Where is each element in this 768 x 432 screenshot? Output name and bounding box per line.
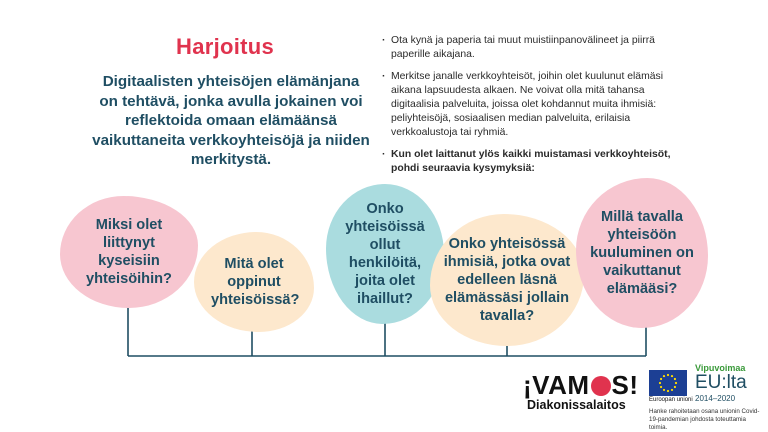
intro-text: Digitaalisten yhteisöjen elämänjana on tehtävä, jonka avulla jokainen voi reflektoida omaan elämäänsä vaikuttaneita verkkoyhteisöjä ja niiden merkitystä. [92,73,370,168]
eu-star-icon [660,386,662,388]
funding-note: Hanke rahoitetaan osana unionin Covid-19-pandemian johdosta toteuttamia toimia. [649,408,760,431]
instruction-item: · Ota kynä ja paperia tai muut muistiinpanovälineet ja piirrä paperille aikajana. [382,34,682,62]
question-bubble-2 [194,232,314,332]
eu-star-icon [671,389,673,391]
question-bubble-1 [60,196,198,308]
question-text: Millä tavalla yhteisöön kuuluminen on vaikuttanut elämääsi? [590,209,694,297]
vipuvoimaa-label: Vipuvoimaa [695,363,746,373]
eu-star-icon [663,375,665,377]
question-text: Mitä olet oppinut yhteisöissä? [211,256,300,308]
eu-flag-icon [649,370,687,396]
diakonissalaitos-logo: Diakonissalaitos [527,398,626,412]
instruction-list [382,34,682,184]
eu-star-icon [675,382,677,384]
eulta-logo: EU:lta [695,372,747,393]
question-bubble-3 [326,184,444,324]
instruction-item: · Merkitse janalle verkkoyhteisöt, joihin olet kuulunut elämäsi aikana lapsuudesta alkaen. Ne voivat olla mitä tahansa digitaalisia palveluita, joissa olet kohdannut muita ihmisiä: peliyhteisöjä, sosiaalisen median palveluita, erilaisia verkkoalustoja tai ryhmiä. [382,70,682,140]
vamos-logo-text: S! [611,370,639,400]
eu-star-icon [671,375,673,377]
question-text: Miksi olet liittynyt kyseisiin yhteisöihin? [86,217,172,287]
instruction-item: · Kun olet laittanut ylös kaikki muistamasi verkkoyhteisöt, pohdi seuraavia kysymyksiä: [382,148,682,176]
question-text: Onko yhteisöissä ollut henkilöitä, joita olet ihaillut? [345,201,425,307]
vamos-logo-text: ¡VAM [523,370,590,400]
vamos-o-icon [591,376,611,396]
eu-star-icon [667,374,669,376]
programme-years: 2014–2020 [695,394,736,403]
page-title: Harjoitus [176,34,275,59]
eu-star-icon [663,389,665,391]
eu-star-icon [674,378,676,380]
eu-label: Euroopan unioni [649,397,693,403]
question-bubble-5 [576,178,708,328]
question-text: Onko yhteisössä ihmisiä, jotka ovat edelleen läsnä elämässäsi jollain tavalla? [443,236,571,324]
question-bubble-4 [430,214,584,346]
eu-star-icon [674,386,676,388]
eu-star-icon [667,390,669,392]
eu-star-icon [660,378,662,380]
eu-star-icon [659,382,661,384]
vamos-logo [523,372,639,398]
